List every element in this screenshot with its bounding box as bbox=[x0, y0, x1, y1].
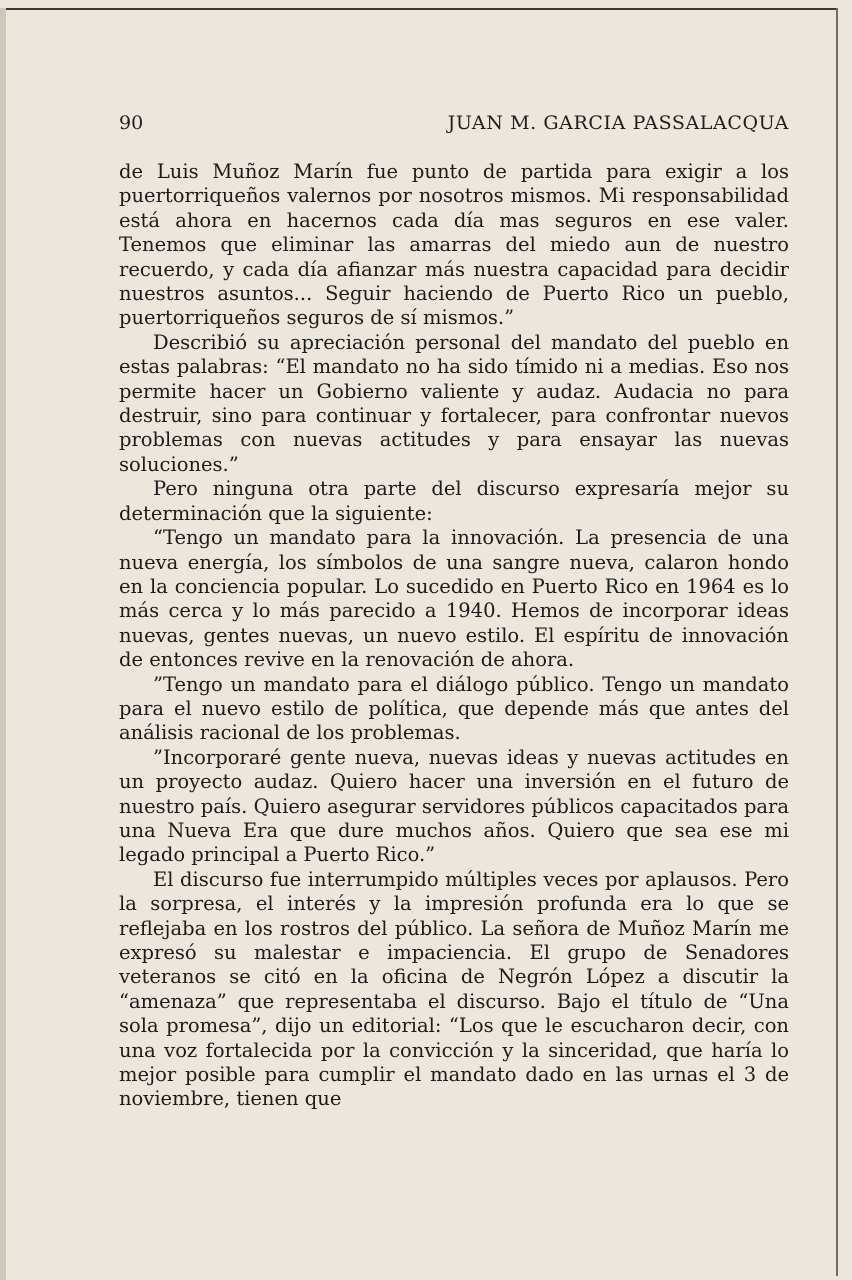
page-left-edge bbox=[0, 8, 6, 1280]
paragraph: ”Tengo un mandato para el diálogo público. Tengo un mandato para el nuevo estilo de política, que depende más que antes del análisis racional de los problemas. bbox=[119, 672, 789, 745]
paragraph: ”Incorporaré gente nueva, nuevas ideas y nuevas actitudes en un proyecto audaz. Quiero hacer una inversión en el futuro de nuestro país. Quiero asegurar servidores públicos capacitados para una Nueva Era que dure muchos años. Quiero que sea ese mi legado principal a Puerto Rico.” bbox=[119, 745, 789, 867]
paragraph: Describió su apreciación personal del mandato del pueblo en estas palabras: “El mandato no ha sido tímido ni a medias. Eso nos permite hacer un Gobierno valiente y audaz. Audacia no para destruir, sino para continuar y fortalecer, para confrontar nuevos problemas con nuevas actitudes y para ensayar las nuevas soluciones.” bbox=[119, 330, 789, 476]
body-text bbox=[119, 160, 789, 1112]
page-header bbox=[119, 112, 789, 142]
page-number: 90 bbox=[119, 112, 144, 134]
page-top-edge bbox=[6, 8, 836, 10]
paragraph: “Tengo un mandato para la innovación. La presencia de una nueva energía, los símbolos de una sangre nueva, calaron hondo en la conciencia popular. Lo sucedido en Puerto Rico en 1964 es lo más cerca y lo más parecido a 1940. Hemos de incorporar ideas nuevas, gentes nuevas, un nuevo estilo. El espíritu de innovación de entonces revive en la renovación de ahora. bbox=[119, 526, 789, 672]
page-right-edge bbox=[836, 8, 838, 1276]
paragraph: Pero ninguna otra parte del discurso expresaría mejor su determinación que la siguiente: bbox=[119, 477, 789, 525]
running-head: JUAN M. GARCIA PASSALACQUA bbox=[447, 112, 789, 134]
paragraph: de Luis Muñoz Marín fue punto de partida para exigir a los puertorriqueños valernos por nosotros mismos. Mi responsabilidad está ahora en hacernos cada día mas seguros en ese valer. Tenemos que eliminar las amarras del miedo aun de nuestro recuerdo, y cada día afianzar más nuestra capacidad para decidir nuestros asuntos... Seguir haciendo de Puerto Rico un pueblo, puertorriqueños seguros de sí mismos.” bbox=[119, 160, 789, 330]
paragraph: El discurso fue interrumpido múltiples veces por aplausos. Pero la sorpresa, el interés y la impresión profunda era lo que se reflejaba en los rostros del público. La señora de Muñoz Marín me expresó su malestar e impaciencia. El grupo de Senadores veteranos se citó en la oficina de Negrón López a discutir la “amenaza” que representaba el discurso. Bajo el título de “Una sola promesa”, dijo un editorial: “Los que le escucharon decir, con una voz fortalecida por la convicción y la sinceridad, que haría lo mejor posible para cumplir el mandato dado en las urnas el 3 de noviembre, tienen que bbox=[119, 867, 789, 1111]
